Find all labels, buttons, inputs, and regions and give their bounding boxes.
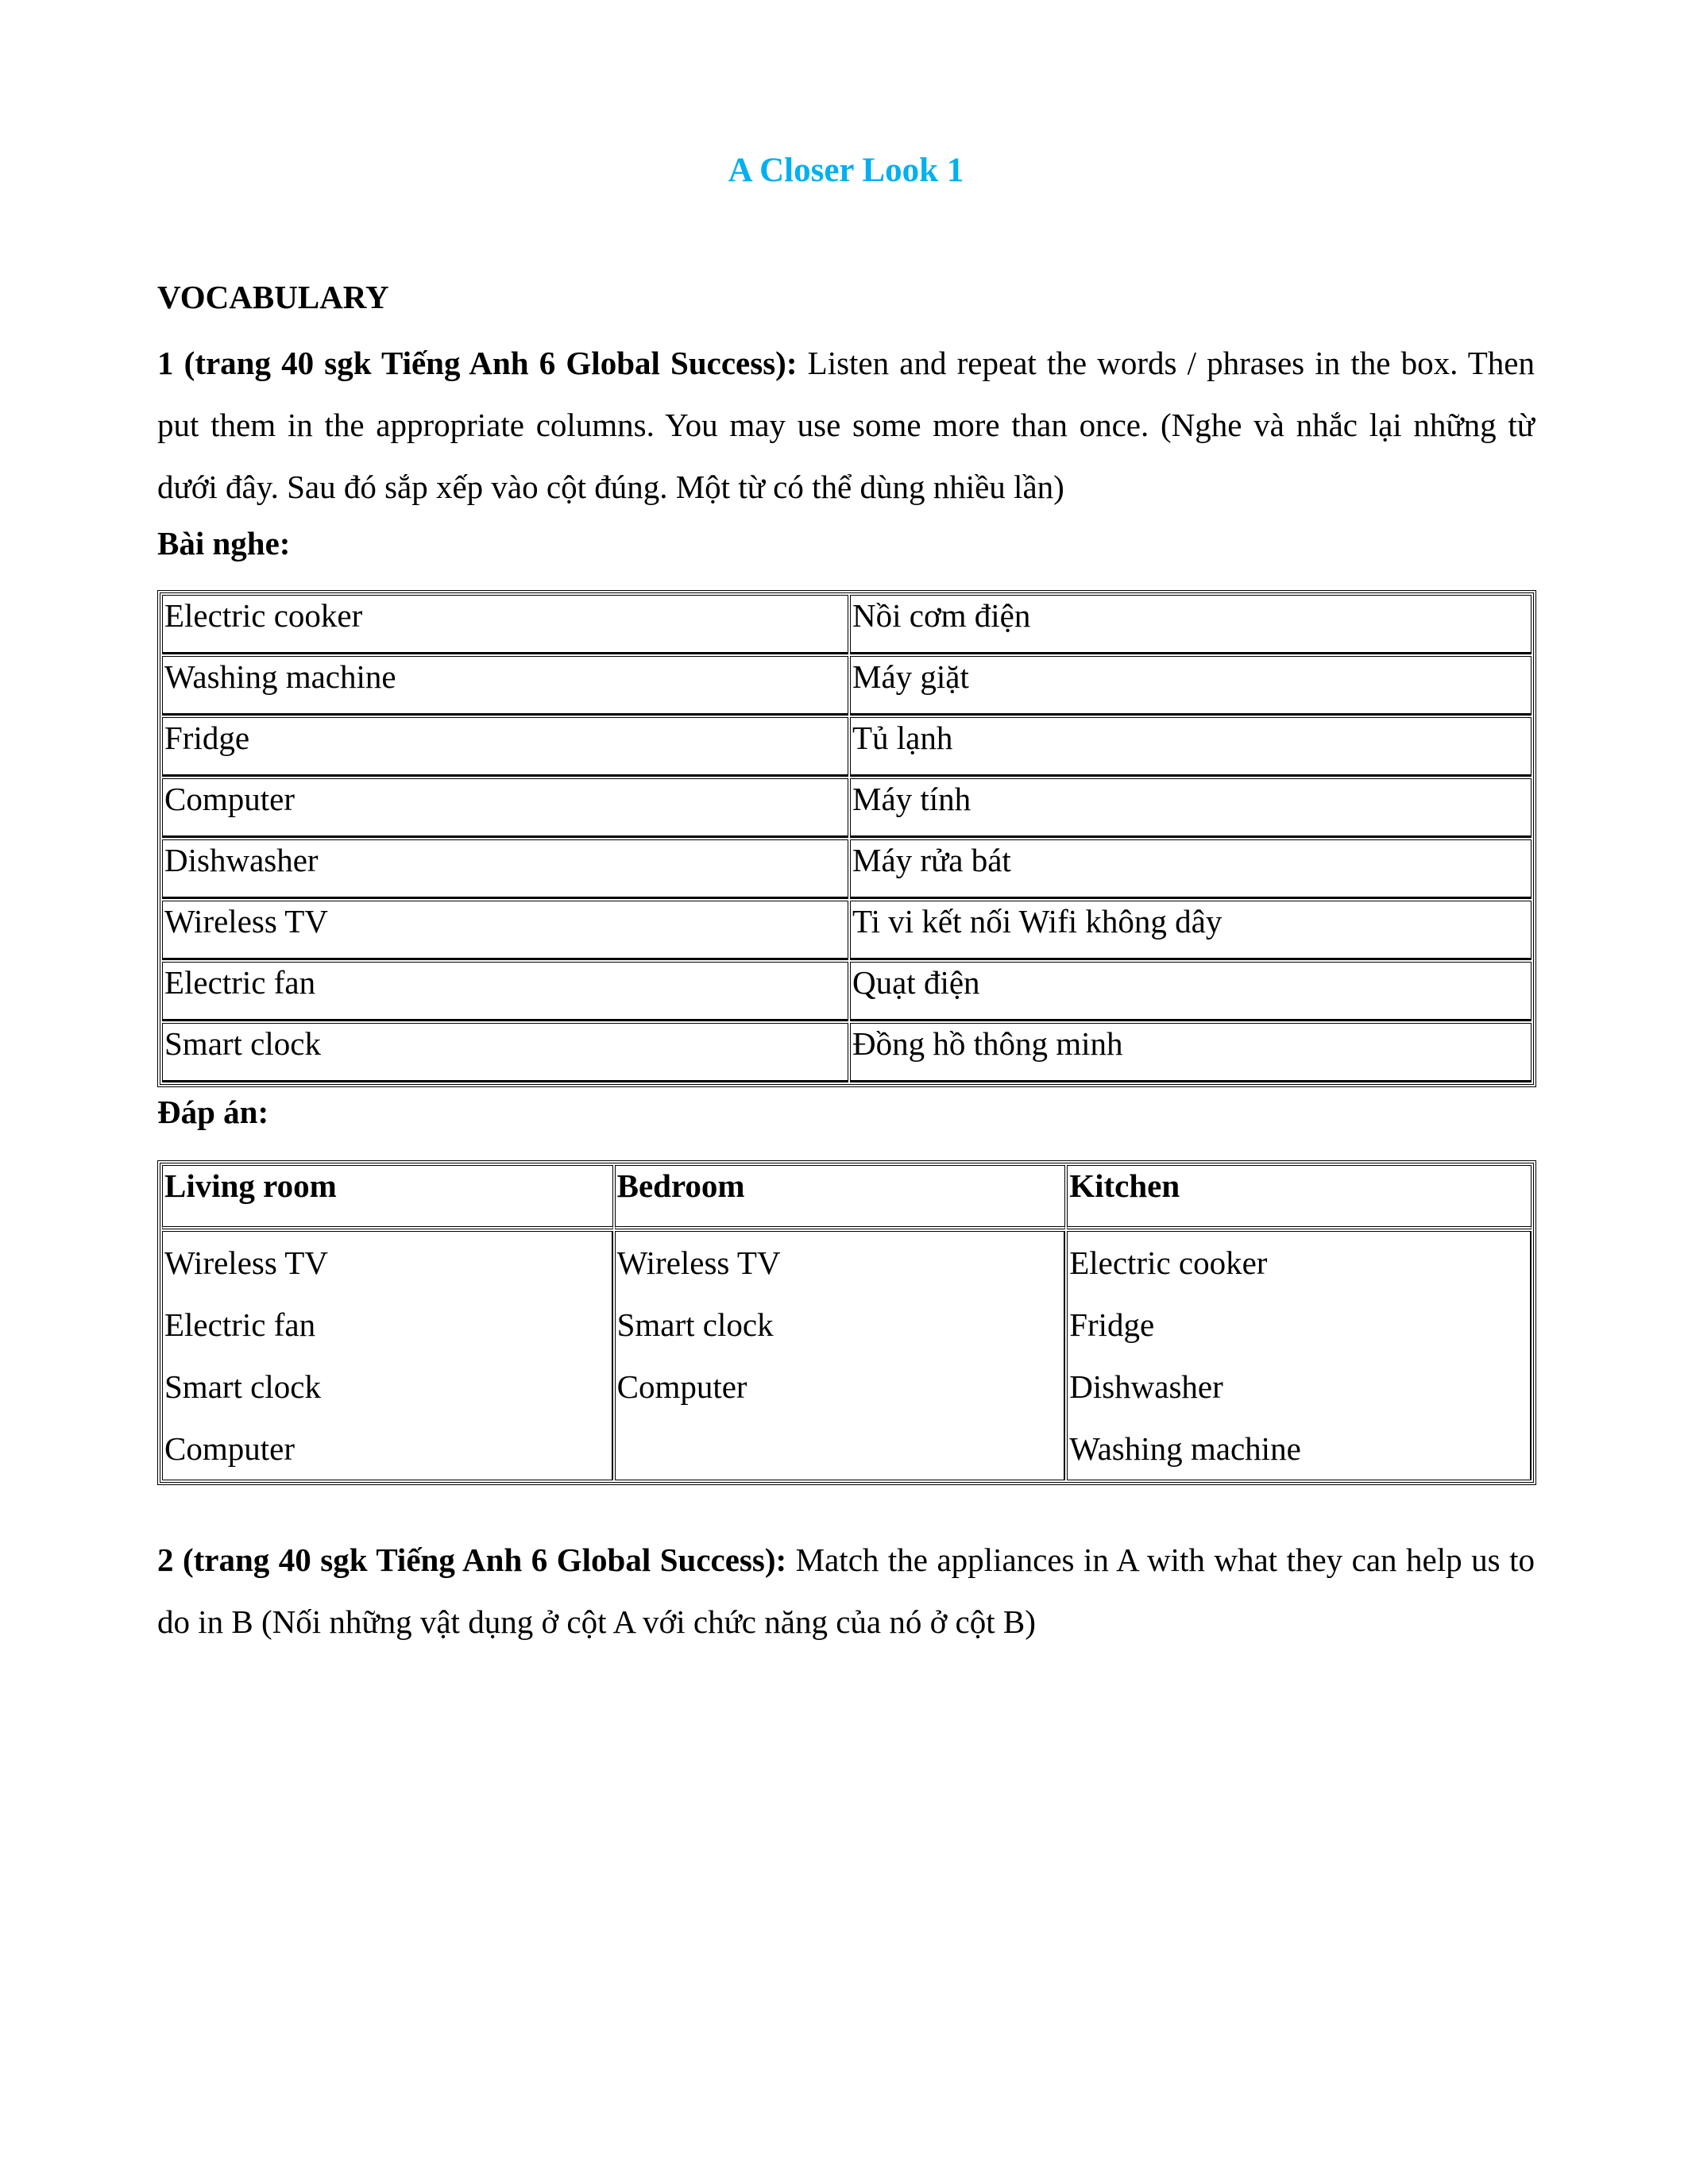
answer-column xyxy=(1067,1231,1532,1480)
english-term: Fridge xyxy=(162,717,848,777)
list-item: Computer xyxy=(164,1430,295,1467)
vietnamese-term: Đồng hồ thông minh xyxy=(850,1023,1532,1082)
table-row xyxy=(162,901,1532,960)
english-term: Electric fan xyxy=(162,962,848,1021)
list-item: Dishwasher xyxy=(1069,1368,1223,1405)
english-term: Wireless TV xyxy=(162,901,848,960)
vietnamese-term: Quạt điện xyxy=(850,962,1532,1021)
header-kitchen: Kitchen xyxy=(1067,1165,1532,1229)
list-item: Fridge xyxy=(1069,1306,1155,1343)
vocab-table xyxy=(157,590,1536,1087)
vietnamese-term: Ti vi kết nối Wifi không dây xyxy=(850,901,1532,960)
exercise-2-paragraph xyxy=(157,1529,1535,1653)
list-item: Computer xyxy=(616,1368,747,1405)
list-item: Electric cooker xyxy=(1069,1244,1268,1281)
list-item: Smart clock xyxy=(616,1306,774,1343)
exercise-1-text: Listen and repeat the words / phrases in the box. Then put them in the appropriate columns. You may use some more than once. (Nghe và nhắc lại những từ dưới đây. Sau đó sắp xếp vào cột đúng. Một từ có thể dùng nhiều lần) xyxy=(157,345,1535,505)
exercise-1-label: 1 (trang 40 sgk Tiếng Anh 6 Global Success): xyxy=(157,345,798,381)
answer-column xyxy=(162,1231,613,1480)
section-heading: VOCABULARY xyxy=(157,279,389,315)
table-row xyxy=(162,778,1532,838)
exercise-2-text: Match the appliances in A with what they can help us to do in B (Nối những vật dụng ở cột A với chức năng của nó ở cột B) xyxy=(157,1542,1535,1640)
list-item: Wireless TV xyxy=(616,1244,781,1281)
vietnamese-term: Máy rửa bát xyxy=(850,839,1532,899)
vietnamese-term: Máy tính xyxy=(850,778,1532,838)
answer-label: Đáp án: xyxy=(157,1094,269,1130)
english-term: Electric cooker xyxy=(162,595,848,654)
list-item: Electric fan xyxy=(164,1306,316,1343)
vietnamese-term: Tủ lạnh xyxy=(850,717,1532,777)
table-row xyxy=(162,656,1532,716)
page-title: A Closer Look 1 xyxy=(728,152,964,189)
english-term: Smart clock xyxy=(162,1023,848,1082)
table-row xyxy=(162,1023,1532,1082)
english-term: Computer xyxy=(162,778,848,838)
answer-column xyxy=(615,1231,1066,1480)
vietnamese-term: Máy giặt xyxy=(850,656,1532,716)
exercise-1-paragraph xyxy=(157,332,1535,518)
english-term: Dishwasher xyxy=(162,839,848,899)
vietnamese-term: Nồi cơm điện xyxy=(850,595,1532,654)
list-item: Washing machine xyxy=(1069,1430,1301,1467)
table-row xyxy=(162,595,1532,654)
exercise-2-label: 2 (trang 40 sgk Tiếng Anh 6 Global Success): xyxy=(157,1542,787,1578)
list-item: Wireless TV xyxy=(164,1244,328,1281)
table-row xyxy=(162,839,1532,899)
list-item: Smart clock xyxy=(164,1368,321,1405)
table-row xyxy=(162,717,1532,777)
table-row xyxy=(162,962,1532,1021)
listening-label: Bài nghe: xyxy=(157,525,291,561)
header-bedroom: Bedroom xyxy=(615,1165,1066,1229)
english-term: Washing machine xyxy=(162,656,848,716)
header-living-room: Living room xyxy=(162,1165,613,1229)
answer-table xyxy=(157,1160,1536,1485)
